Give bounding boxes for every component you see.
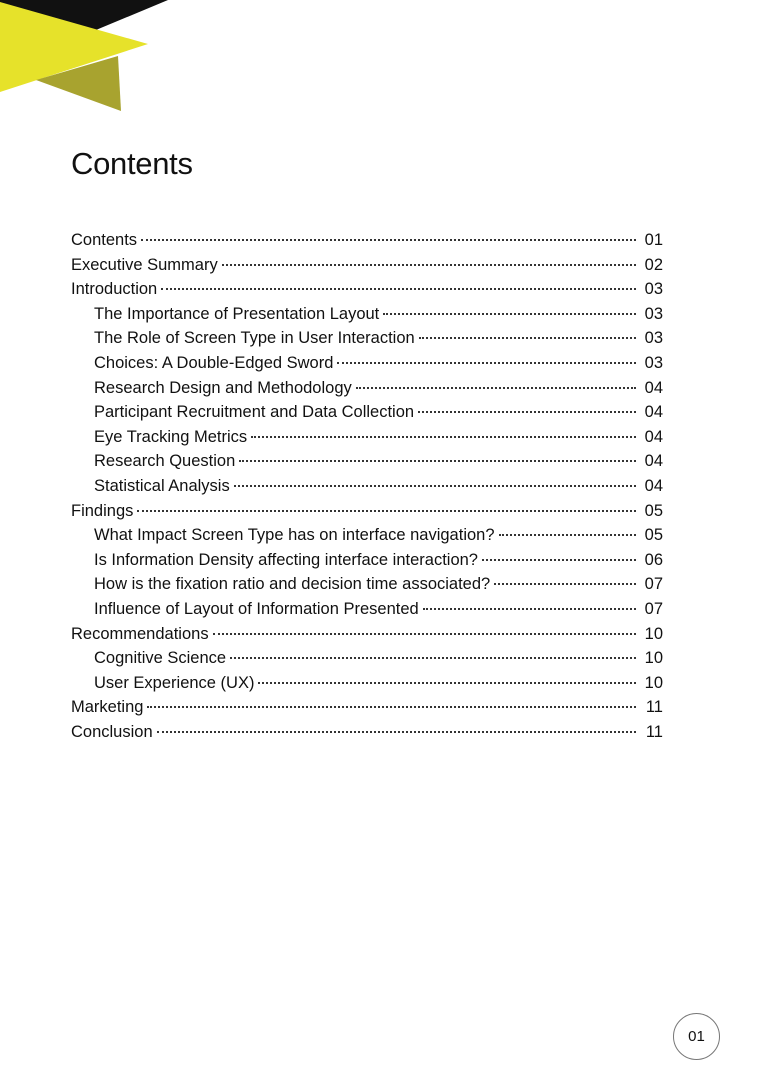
dot-leader: [499, 534, 636, 536]
toc-entry-label: Is Information Density affecting interface interaction?: [94, 550, 478, 569]
toc-entry-label: The Role of Screen Type in User Interaction: [94, 329, 415, 348]
dot-leader: [141, 239, 636, 241]
toc-entry-label: Research Question: [94, 452, 236, 471]
dot-leader: [258, 682, 636, 684]
toc-entry[interactable]: [71, 572, 663, 597]
toc-entry[interactable]: [71, 622, 663, 647]
toc-entry[interactable]: [71, 671, 663, 696]
toc-entry-page: 04: [644, 452, 663, 471]
toc-entry-label: The Importance of Presentation Layout: [94, 304, 380, 323]
dot-leader: [494, 583, 636, 585]
dot-leader: [337, 362, 636, 364]
toc-entry-page: 10: [644, 673, 663, 692]
toc-entry[interactable]: [71, 597, 663, 622]
toc-entry-page: 10: [644, 649, 663, 668]
toc-entry[interactable]: [71, 376, 663, 401]
toc-entry[interactable]: [71, 499, 663, 524]
dot-leader: [213, 633, 636, 635]
dot-leader: [230, 657, 636, 659]
dot-leader: [418, 411, 636, 413]
dot-leader: [157, 731, 636, 733]
toc-entry-page: 11: [645, 722, 663, 741]
toc-entry[interactable]: [71, 351, 663, 376]
dot-leader: [234, 485, 636, 487]
toc-entry-label: Eye Tracking Metrics: [94, 427, 248, 446]
toc-entry-page: 03: [644, 280, 663, 299]
toc-entry-page: 07: [644, 599, 663, 618]
toc-entry[interactable]: [71, 400, 663, 425]
dot-leader: [383, 313, 636, 315]
toc-entry[interactable]: [71, 523, 663, 548]
toc-entry-page: 10: [644, 624, 663, 643]
dot-leader: [419, 337, 636, 339]
toc-entry[interactable]: [71, 720, 663, 745]
dot-leader: [482, 559, 636, 561]
toc-entry-label: Recommendations: [71, 624, 209, 643]
toc-entry[interactable]: [71, 326, 663, 351]
page-number-badge: [673, 1013, 720, 1060]
dot-leader: [251, 436, 636, 438]
toc-entry[interactable]: [71, 302, 663, 327]
toc-entry-page: 03: [644, 304, 663, 323]
dot-leader: [161, 288, 636, 290]
dot-leader: [356, 387, 636, 389]
toc-entry[interactable]: [71, 449, 663, 474]
dot-leader: [147, 706, 636, 708]
toc-entry[interactable]: [71, 277, 663, 302]
toc-entry-page: 06: [644, 550, 663, 569]
dot-leader: [222, 264, 636, 266]
toc-entry[interactable]: [71, 695, 663, 720]
toc-entry-label: Choices: A Double-Edged Sword: [94, 353, 334, 372]
toc-entry[interactable]: [71, 425, 663, 450]
toc-entry-label: User Experience (UX): [94, 673, 255, 692]
toc-entry-page: 04: [644, 427, 663, 446]
toc-entry[interactable]: [71, 228, 663, 253]
toc-entry-label: What Impact Screen Type has on interface navigation?: [94, 526, 495, 545]
toc-entry-page: 05: [644, 526, 663, 545]
toc-entry[interactable]: [71, 646, 663, 671]
dot-leader: [423, 608, 636, 610]
toc-entry[interactable]: [71, 253, 663, 278]
toc-entry-page: 04: [644, 403, 663, 422]
toc-entry-page: 04: [644, 378, 663, 397]
dot-leader: [239, 460, 636, 462]
toc-entry-page: 03: [644, 329, 663, 348]
toc-entry-label: Statistical Analysis: [94, 476, 230, 495]
toc-entry-label: Introduction: [71, 280, 158, 299]
toc-entry-label: Influence of Layout of Information Presented: [94, 599, 419, 618]
page-title: Contents: [71, 146, 193, 181]
corner-decoration: [0, 0, 200, 120]
toc-entry-label: Participant Recruitment and Data Collection: [94, 403, 415, 422]
toc-entry[interactable]: [71, 548, 663, 573]
toc-entry-page: 02: [644, 255, 663, 274]
toc-entry-label: Findings: [71, 501, 134, 520]
toc-entry-page: 11: [645, 698, 663, 717]
toc-entry-page: 03: [644, 353, 663, 372]
toc-entry-page: 07: [644, 575, 663, 594]
toc-entry[interactable]: [71, 474, 663, 499]
table-of-contents: [71, 228, 663, 744]
toc-entry-label: Marketing: [71, 698, 144, 717]
toc-entry-label: Executive Summary: [71, 255, 218, 274]
toc-entry-label: Cognitive Science: [94, 649, 227, 668]
dot-leader: [137, 510, 636, 512]
toc-entry-page: 05: [644, 501, 663, 520]
toc-entry-label: Conclusion: [71, 722, 153, 741]
toc-entry-label: Research Design and Methodology: [94, 378, 352, 397]
toc-entry-label: How is the fixation ratio and decision time associated?: [94, 575, 491, 594]
toc-entry-page: 01: [644, 231, 663, 249]
toc-entry-label: Contents: [71, 231, 138, 249]
toc-entry-page: 04: [644, 476, 663, 495]
page-number: 01: [688, 1028, 705, 1045]
